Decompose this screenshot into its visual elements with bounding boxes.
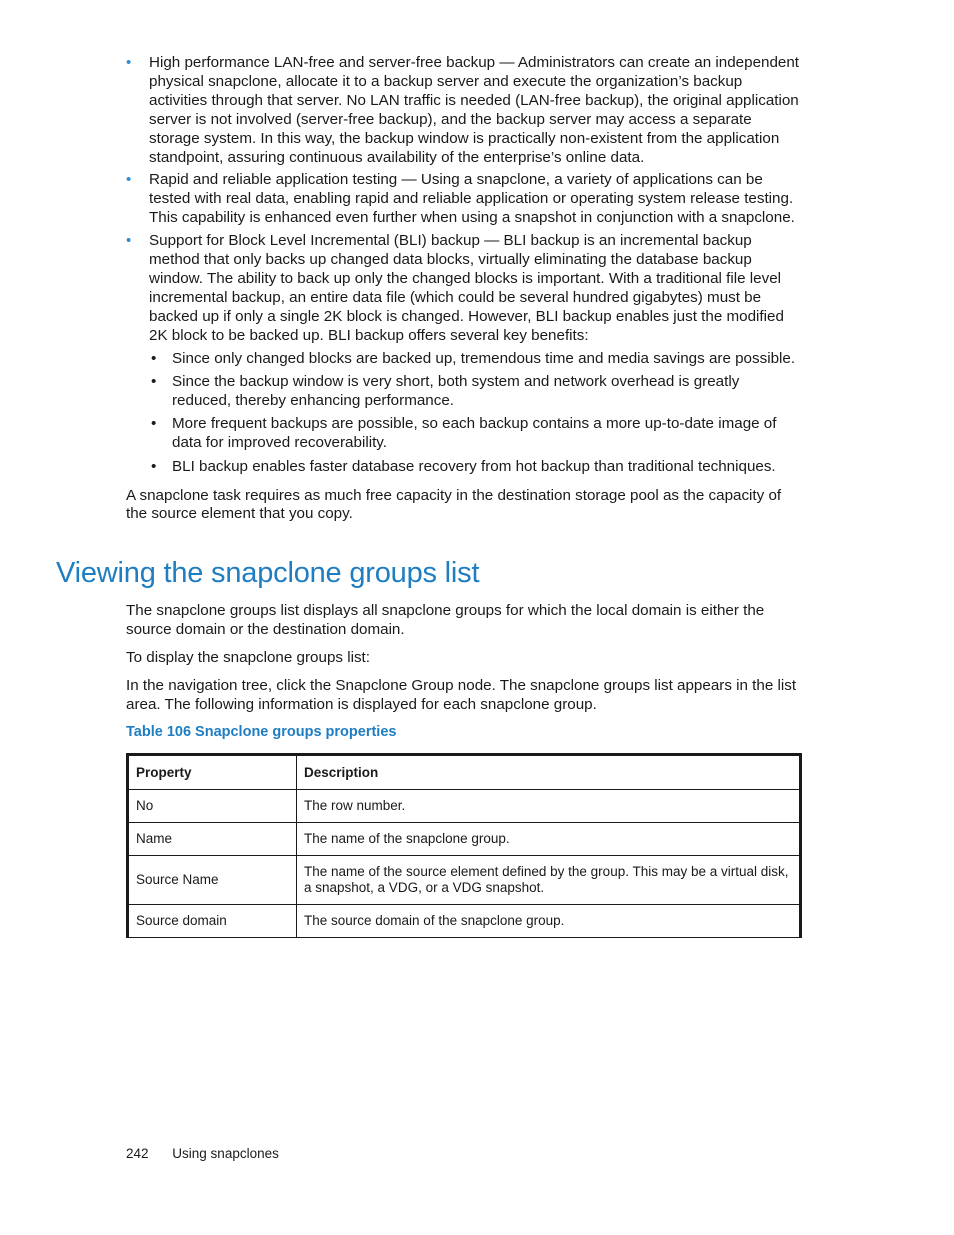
description-cell: The name of the snapclone group. <box>297 823 801 856</box>
groups-list-section <box>126 602 802 740</box>
page-footer <box>126 1146 279 1161</box>
column-header-description: Description <box>297 755 801 790</box>
table-header-row <box>128 755 801 790</box>
table-row <box>128 856 801 905</box>
list-item-text: Support for Block Level Incremental (BLI) backup — BLI backup is an incremental backup method that only backs up changed data blocks, virtually eliminating the database backup window. The ability to back up only the changed blocks is important. With a traditional file level incremental backup, an entire data file (which could be several hundred gigabytes) must be backed up if only a single 2K block is changed. However, BLI backup enables just the modified 2K block to be backed up. BLI backup offers several key benefits: <box>149 232 784 344</box>
sub-list-item <box>149 373 802 411</box>
table-row <box>128 823 801 856</box>
list-item <box>126 54 802 167</box>
sub-bullet-icon: • <box>151 457 157 475</box>
intro-paragraph: The snapclone groups list displays all snapclone groups for which the local domain is either the source domain or the destination domain. <box>126 602 765 638</box>
sub-list-item <box>149 458 802 477</box>
list-item-text: Rapid and reliable application testing — Using a snapclone, a variety of applications can be tested with real data, enabling rapid and reliable application or operating system release testing. This capability is enhanced even further when using a snapshot in conjunction with a snapclone. <box>149 171 795 227</box>
page-number: 242 <box>126 1146 149 1161</box>
property-cell: No <box>128 790 297 823</box>
benefits-section <box>126 54 802 524</box>
table-row <box>128 905 801 938</box>
sub-list-item-text: BLI backup enables faster database recovery from hot backup than traditional techniques. <box>172 457 776 475</box>
description-cell: The name of the source element defined by the group. This may be a virtual disk, a snapshot, a VDG, or a VDG snapshot. <box>297 856 801 905</box>
sub-bullet-icon: • <box>151 349 157 367</box>
description-cell: The source domain of the snapclone group. <box>297 905 801 938</box>
bullet-icon: • <box>126 232 132 250</box>
table-row <box>128 790 801 823</box>
navigation-step-paragraph: In the navigation tree, click the Snapclone Group node. The snapclone groups list appears in the list area. The following information is displayed for each snapclone group. <box>126 676 797 713</box>
sub-list-item <box>149 350 802 369</box>
sub-bullet-icon: • <box>151 373 157 390</box>
sub-list-item-text: Since the backup window is very short, both system and network overhead is greatly reduced, thereby enhancing performance. <box>172 373 740 409</box>
sub-list-item <box>149 415 802 453</box>
capacity-note: A snapclone task requires as much free capacity in the destination storage pool as the capacity of the source element that you copy. <box>126 486 782 523</box>
section-heading: Viewing the snapclone groups list <box>56 557 480 589</box>
display-step-paragraph: To display the snapclone groups list: <box>126 648 370 666</box>
bullet-icon: • <box>126 171 132 189</box>
sub-list-item-text: Since only changed blocks are backed up, tremendous time and media savings are possible. <box>172 349 796 367</box>
list-item <box>126 232 802 476</box>
sub-list-item-text: More frequent backups are possible, so each backup contains a more up-to-date image of data for improved recoverability. <box>172 415 777 452</box>
list-item-text: High performance LAN-free and server-free backup — Administrators can create an independent physical snapclone, allocate it to a backup server and execute the organization’s backup activities through that server. No LAN traffic is needed (LAN-free backup), the original application server is not involved (server-free backup), and the backup server may access a separate storage system. In this way, the backup window is practically non-existent from the application standpoint, assuring continuous availability of the enterprise’s online data. <box>149 54 800 166</box>
bli-benefits-list <box>149 350 802 477</box>
column-header-property: Property <box>128 755 297 790</box>
bullet-icon: • <box>126 54 132 71</box>
property-cell: Name <box>128 823 297 856</box>
footer-section-title: Using snapclones <box>172 1146 279 1161</box>
sub-bullet-icon: • <box>151 415 157 433</box>
description-cell: The row number. <box>297 790 801 823</box>
property-cell: Source Name <box>128 856 297 905</box>
property-cell: Source domain <box>128 905 297 938</box>
list-item <box>126 171 802 228</box>
snapclone-groups-properties-table <box>126 753 802 938</box>
table-caption: Table 106 Snapclone groups properties <box>126 723 397 740</box>
benefits-list <box>126 54 802 477</box>
